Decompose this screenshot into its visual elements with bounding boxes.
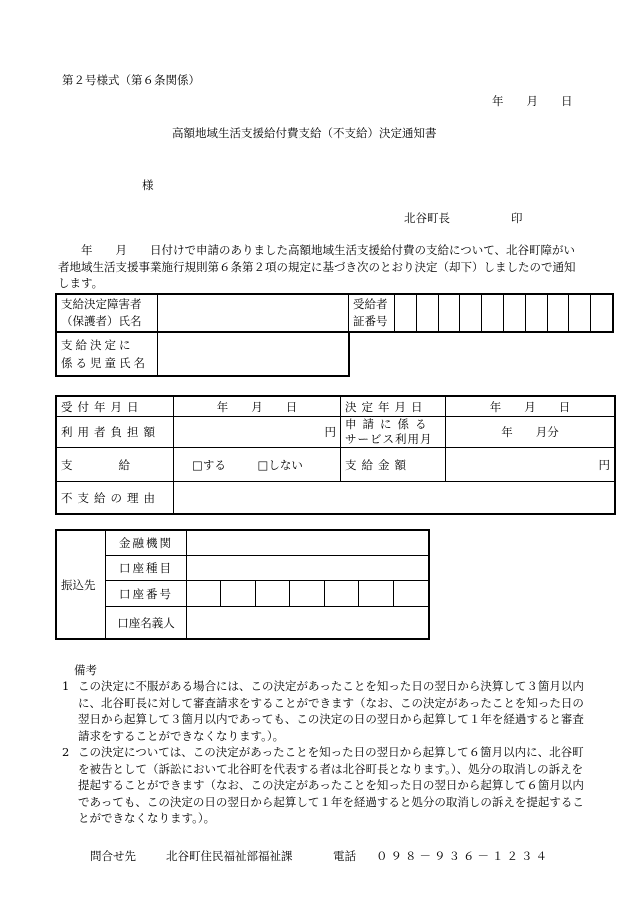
- recipient-digit-box[interactable]: [460, 295, 482, 332]
- decision-date-field[interactable]: 年 月 日: [446, 397, 615, 417]
- payment-amount-field[interactable]: 円: [446, 448, 615, 482]
- pay-no-checkbox[interactable]: □しない: [257, 457, 303, 472]
- account-digit-box[interactable]: [255, 581, 289, 607]
- account-digit-box[interactable]: [359, 581, 393, 607]
- account-digit-box[interactable]: [221, 581, 255, 607]
- child-name-field[interactable]: [158, 333, 349, 376]
- recipient-digit-box[interactable]: [395, 295, 417, 332]
- form-number: 第２号様式（第６条関係）: [62, 73, 200, 87]
- applicant-name-field[interactable]: [158, 295, 349, 332]
- reason-field[interactable]: [174, 482, 615, 514]
- pay-yes-checkbox[interactable]: □する: [192, 457, 226, 472]
- account-holder-field[interactable]: [187, 607, 429, 639]
- note-item: 1 この決定に不服がある場合には、この決定があったことを知った日の翌日から決算して３箇月以内に、北谷町長に対して審査請求をすることができます（なお、この決定があったことを知った日の翌日から起算して３箇月以内であっても、この決定の日の翌日から起算して１年を経過すると審査請求をすることができなくなります。）。: [62, 679, 584, 743]
- contact-label: 問合せ先: [90, 849, 136, 863]
- received-date-field[interactable]: 年 月 日: [174, 397, 341, 417]
- bank-name-field[interactable]: [187, 531, 429, 556]
- phone-number: ０９８－９３６－１２３４: [376, 849, 550, 863]
- service-month-label: 申請に係る サービス利用月: [341, 417, 446, 448]
- child-name-label: 支給決定に 係る児童氏名: [57, 333, 158, 376]
- account-digit-box[interactable]: [393, 581, 428, 607]
- account-type-field[interactable]: [187, 556, 429, 581]
- child-table: [56, 332, 349, 376]
- contact-department: 北谷町住民福祉部福祉課: [166, 849, 293, 863]
- recipient-number-label: 受給者 証番号: [349, 295, 395, 332]
- service-month-field[interactable]: 年 月分: [446, 417, 615, 448]
- recipient-digit-box[interactable]: [547, 295, 569, 332]
- account-digit-box[interactable]: [324, 581, 358, 607]
- seal-mark: 印: [511, 211, 523, 225]
- recipient-digit-box[interactable]: [525, 295, 547, 332]
- document-title: 高額地域生活支援給付費支給（不支給）決定通知書: [172, 126, 437, 140]
- bank-table: [56, 530, 429, 639]
- notes-title: 備考: [74, 663, 97, 677]
- applicant-table: [56, 294, 613, 332]
- payment-label: 支 給: [57, 448, 174, 482]
- note-item: 2 この決定については、この決定があったことを知った日の翌日から起算して６箇月以内に、北谷町を被告として（訴訟において北谷町を代表する者は北谷町長となります。）、処分の取消しの訴えを提起することができます（なお、この決定があったことを知った日の翌日から起算して６箇月以内であっても、この決定の日の翌日から起算して１年を経過すると処分の取消しの訴えを提起することができなくなります。）。: [62, 745, 584, 825]
- account-type-label: 口座種目: [106, 556, 187, 581]
- received-date-label: 受付年月日: [57, 397, 174, 417]
- recipient-digit-box[interactable]: [503, 295, 525, 332]
- payment-amount-label: 支給金額: [341, 448, 446, 482]
- payment-options: [174, 448, 341, 482]
- issuer-name: 北谷町長: [404, 211, 450, 225]
- recipient-digit-box[interactable]: [416, 295, 438, 332]
- date-line: 年 月 日: [492, 94, 573, 108]
- bank-group-label: 振込先: [57, 531, 106, 639]
- reason-label: 不支給の理由: [57, 482, 174, 514]
- bank-name-label: 金融機関: [106, 531, 187, 556]
- decision-table: [56, 396, 615, 514]
- recipient-digit-box[interactable]: [591, 295, 613, 332]
- account-number-label: 口座番号: [106, 581, 187, 607]
- burden-field[interactable]: 円: [174, 417, 341, 448]
- account-holder-label: 口座名義人: [106, 607, 187, 639]
- recipient-digit-box[interactable]: [569, 295, 591, 332]
- recipient-digit-box[interactable]: [438, 295, 460, 332]
- account-digit-box[interactable]: [187, 581, 221, 607]
- account-digit-box[interactable]: [290, 581, 324, 607]
- phone-label: 電話: [333, 849, 356, 863]
- applicant-name-label: 支給決定障害者 （保護者）氏名: [57, 295, 158, 332]
- body-text: 年 月 日付けで申請のありました高額地域生活支援給付費の支給について、北谷町障がい者地域生活支援事業施行規則第６条第２項の規定に基づき次のとおり決定（却下）しましたので通知します。: [58, 243, 576, 290]
- recipient-digit-box[interactable]: [482, 295, 504, 332]
- burden-label: 利用者負担額: [57, 417, 174, 448]
- addressee-suffix: 様: [142, 178, 154, 192]
- decision-date-label: 決定年月日: [341, 397, 446, 417]
